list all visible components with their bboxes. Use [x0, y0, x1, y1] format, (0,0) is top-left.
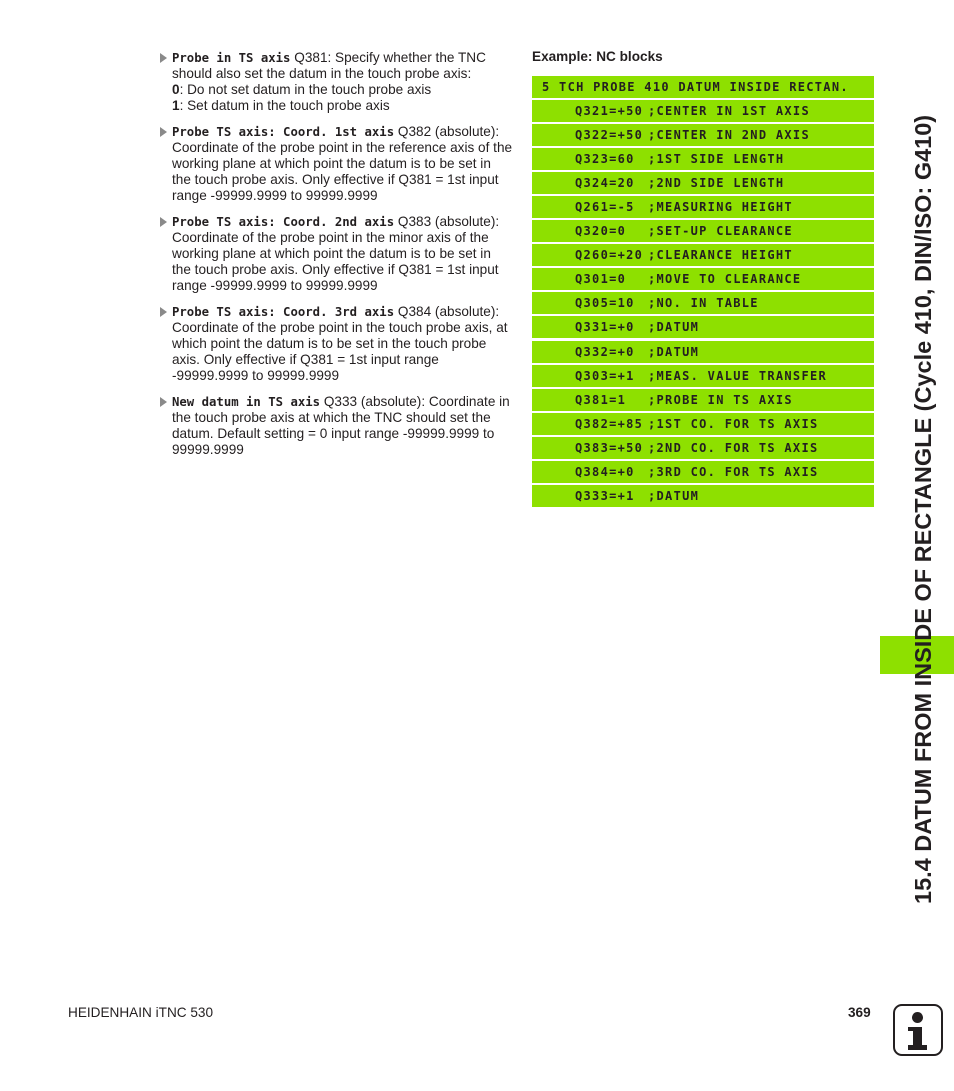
nc-row — [532, 341, 874, 363]
param-label: Probe TS axis: Coord. 1st axis — [172, 124, 395, 139]
nc-code: Q333=+1 — [575, 488, 635, 503]
option-key: 0 — [172, 82, 180, 98]
nc-code: Q332=+0 — [575, 344, 635, 359]
nc-code: Q260=+20 — [575, 248, 644, 263]
parameter-list — [158, 50, 513, 468]
chapter-title: 15.4 DATUM FROM INSIDE OF RECTANGLE (Cycle 410, DIN/ISO: G410) — [910, 114, 936, 904]
nc-comment: ;3RD CO. FOR TS AXIS — [648, 464, 819, 479]
nc-heading: Example: NC blocks — [532, 49, 663, 64]
info-icon-base — [908, 1045, 927, 1050]
nc-code: Q305=10 — [575, 296, 635, 311]
nc-code: Q323=60 — [575, 152, 635, 167]
option-text: : Set datum in the touch probe axis — [179, 98, 390, 114]
nc-row — [532, 437, 874, 459]
nc-row — [532, 244, 874, 266]
nc-comment: ;MEAS. VALUE TRANSFER — [648, 368, 828, 383]
page-number: 369 — [848, 1005, 871, 1020]
param-coord-3rd-axis — [158, 304, 513, 384]
param-label: Probe TS axis: Coord. 2nd axis — [172, 214, 395, 229]
nc-code: Q320=0 — [575, 224, 627, 239]
nc-comment: ;SET-UP CLEARANCE — [648, 224, 793, 239]
triangle-right-icon — [160, 217, 167, 227]
nc-comment: ;PROBE IN TS AXIS — [648, 392, 793, 407]
nc-code: Q384=+0 — [575, 464, 635, 479]
nc-row — [532, 485, 874, 507]
nc-code: Q382=+85 — [575, 416, 644, 431]
nc-code: Q303=+1 — [575, 368, 635, 383]
triangle-right-icon — [160, 127, 167, 137]
param-text: Q381: Specify whether the TNC should also set the datum in the touch probe axis: — [172, 50, 486, 82]
param-text: Q333 (absolute): Coordinate in the touch probe axis at which the TNC should set the datum. Default setting = 0 input range -99999.9999 to 99999.9999 — [172, 393, 510, 458]
nc-comment: ;2ND CO. FOR TS AXIS — [648, 440, 819, 455]
param-coord-1st-axis — [158, 124, 513, 204]
nc-row — [532, 389, 874, 411]
nc-row — [532, 196, 874, 218]
nc-comment: ;DATUM — [648, 488, 700, 503]
param-new-datum — [158, 394, 513, 458]
param-coord-2nd-axis — [158, 214, 513, 294]
info-icon — [893, 1004, 943, 1056]
nc-code: Q321=+50 — [575, 104, 644, 119]
nc-code: Q301=0 — [575, 272, 627, 287]
param-label: New datum in TS axis — [172, 394, 321, 409]
nc-row-first — [532, 76, 874, 98]
triangle-right-icon — [160, 307, 167, 317]
nc-comment: ;2ND SIDE LENGTH — [648, 176, 785, 191]
nc-first-line: 5 TCH PROBE 410 DATUM INSIDE RECTAN. — [542, 80, 849, 94]
nc-row — [532, 124, 874, 146]
nc-comment: ;MOVE TO CLEARANCE — [648, 272, 802, 287]
nc-comment: ;CLEARANCE HEIGHT — [648, 248, 793, 263]
nc-row — [532, 365, 874, 387]
nc-code: Q324=20 — [575, 176, 635, 191]
nc-row — [532, 316, 874, 338]
nc-row — [532, 148, 874, 170]
nc-code: Q322=+50 — [575, 128, 644, 143]
nc-comment: ;CENTER IN 2ND AXIS — [648, 128, 810, 143]
nc-row — [532, 220, 874, 242]
nc-row — [532, 292, 874, 314]
nc-comment: ;NO. IN TABLE — [648, 296, 759, 311]
info-icon-stem — [913, 1027, 922, 1047]
param-text: Q383 (absolute): Coordinate of the probe point in the minor axis of the working plane at which point the datum is to be set in the touch probe axis. Only effective if Q381 = 1st input range -99999.9999 to 99999.9999 — [172, 213, 500, 294]
option-text: : Do not set datum in the touch probe axis — [179, 82, 432, 98]
nc-comment: ;DATUM — [648, 344, 700, 359]
nc-block — [532, 76, 874, 509]
footer-product: HEIDENHAIN iTNC 530 — [68, 1005, 214, 1020]
option-key: 1 — [172, 98, 180, 114]
param-probe-in-ts-axis — [158, 50, 513, 114]
param-label: Probe in TS axis — [172, 51, 291, 65]
nc-comment: ;1ST CO. FOR TS AXIS — [648, 416, 819, 431]
info-icon-dot — [912, 1012, 923, 1023]
nc-comment: ;MEASURING HEIGHT — [648, 200, 793, 215]
nc-comment: ;DATUM — [648, 320, 700, 335]
nc-comment: ;CENTER IN 1ST AXIS — [648, 104, 810, 119]
nc-code: Q331=+0 — [575, 320, 635, 335]
param-text: Q382 (absolute): Coordinate of the probe point in the reference axis of the working plane at which point the datum is to be set in the touch probe axis. Only effective if Q381 = 1st input range -99999.9999 to 99999.9999 — [172, 123, 513, 204]
nc-code: Q381=1 — [575, 392, 627, 407]
nc-comment: ;1ST SIDE LENGTH — [648, 152, 785, 167]
nc-row — [532, 461, 874, 483]
nc-row — [532, 100, 874, 122]
nc-row — [532, 413, 874, 435]
param-text: Q384 (absolute): Coordinate of the probe point in the touch probe axis, at which point the datum is to be set in the touch probe axis. Only effective if Q381 = 1st input range -99999.9999 to 99999.9999 — [172, 303, 508, 384]
nc-row — [532, 172, 874, 194]
nc-row — [532, 268, 874, 290]
nc-code: Q261=-5 — [575, 200, 635, 215]
triangle-right-icon — [160, 53, 167, 63]
triangle-right-icon — [160, 397, 167, 407]
param-label: Probe TS axis: Coord. 3rd axis — [172, 304, 395, 319]
nc-code: Q383=+50 — [575, 440, 644, 455]
